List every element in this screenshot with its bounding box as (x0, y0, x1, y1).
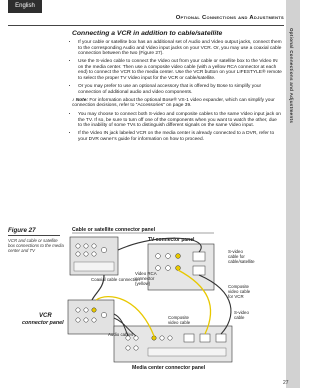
instruction-list-2 (72, 112, 282, 142)
figure-caption: VCR and cable or satellite box connections to the media center and TV (8, 238, 64, 253)
main-content (72, 30, 282, 145)
video-rca-label-2: connector (135, 276, 155, 281)
svideo-cable-label-1: S-video (228, 249, 243, 254)
note-text: For information about the optional Bose® VS-1 video expander, which can simplify your connection decisions, refer to “Accessories” on page 39. (72, 97, 275, 109)
composite-video-label-1: Composite (168, 315, 189, 320)
list-item: • Or you may prefer to use an optional accessory that is offered by Bose to simplify your connection of additional audio and video components. (78, 84, 282, 95)
figure-label: Figure 27 (8, 227, 36, 234)
section-sidebar (286, 0, 300, 388)
svideo-cable-label-3: cable/satellite (228, 259, 255, 264)
svideo-label-2: cable (234, 315, 245, 320)
instruction-list (72, 40, 282, 95)
note-label: Note: (75, 97, 88, 103)
composite-tv-label-1: Composite (228, 284, 249, 289)
tv-panel-label: TV connector panel (148, 237, 195, 243)
vcr-label-2: connector panel (22, 320, 64, 326)
language-tab (8, 0, 42, 13)
audio-cables-label: Audio cables (108, 332, 134, 337)
coaxial-label: Coaxial cable connection (91, 277, 140, 282)
tv-connector-panel (148, 244, 214, 290)
page-number: 27 (283, 380, 289, 386)
page-header: Optional Connections and Adjustments (175, 15, 284, 21)
section-title: Connecting a VCR in addition to cable/satellite (72, 30, 223, 37)
svideo-label-1: S-video (234, 310, 249, 315)
media-center-label: Media center connector panel (132, 365, 206, 371)
note (72, 98, 282, 109)
note-icon: ♪ (72, 97, 76, 103)
list-item: • Use the S-video cable to connect the Video out from your cable or satellite box to the Video IN on the media center. Then use a composite video cable (with a yellow RCA connector at each end) to connect the VCR to the media center. Use the VCR button on your LIFESTYLE® remote to select the proper TV Video input for the VCR or cable/satellite. (78, 59, 282, 81)
connection-diagram (8, 226, 286, 376)
list-item: • You may choose to connect both S-video and composite cables to the same Video input jack on the TV. If so, be sure to turn off one of the components when you want to watch the other, due to the inability of some TVs to distinguish different signals on the same Video input. (78, 112, 282, 129)
video-rca-label-3: (yellow) (135, 281, 151, 286)
language-tab-label: English (15, 3, 35, 9)
vcr-connector-panel (68, 300, 114, 334)
composite-video-label-2: video cable (168, 320, 191, 325)
svideo-cable-label-2: cable for (228, 254, 245, 259)
vcr-label-1: VCR (39, 313, 52, 319)
list-item: • If your cable or satellite box has an additional set of Audio and Video output jacks, connect them to the corresponding Audio and Video input jacks on your VCR. Or, you may use a coaxial cable connection between the two (Figure 27). (78, 40, 282, 57)
composite-tv-label-3: for VCR (228, 294, 244, 299)
list-item: • If the Video IN jack labeled VCR on the media center is already connected to a DVR, refer to your DVR owner’s guide for information on how to proceed. (78, 131, 282, 142)
video-rca-label-1: Video RCA (135, 271, 157, 276)
composite-tv-label-2: video cable (228, 289, 251, 294)
diagram-title: Cable or satellite connector panel (72, 227, 156, 233)
header-divider (8, 25, 284, 26)
sidebar-label: Optional Connections and Adjustments (289, 28, 294, 124)
cable-satellite-panel (70, 237, 118, 275)
